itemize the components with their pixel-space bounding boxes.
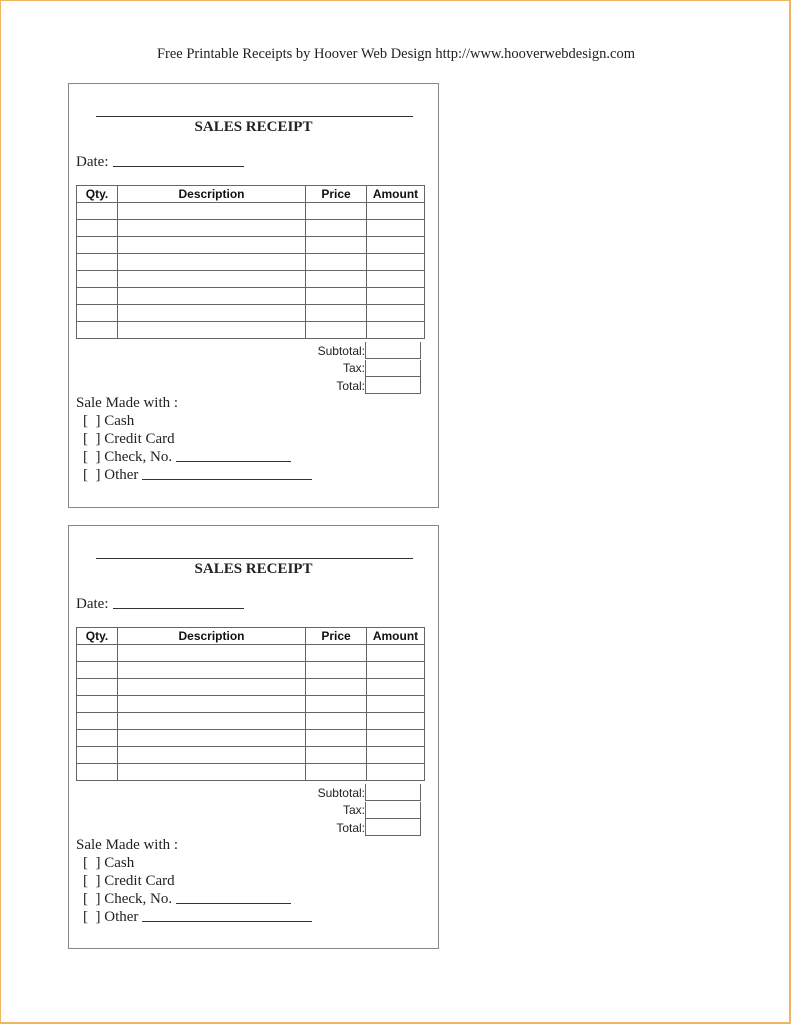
totals-label: Tax: xyxy=(342,803,365,818)
totals-row-tax xyxy=(76,360,421,378)
amount-cell[interactable] xyxy=(367,696,425,713)
price-cell[interactable] xyxy=(306,288,367,305)
price-cell[interactable] xyxy=(306,696,367,713)
description-cell[interactable] xyxy=(118,730,306,747)
qty-cell[interactable] xyxy=(77,237,118,254)
amount-cell[interactable] xyxy=(367,679,425,696)
payment-option-label: [ ] Other xyxy=(83,467,139,483)
payment-method-section xyxy=(76,836,312,926)
table-header-row xyxy=(77,186,425,203)
amount-cell[interactable] xyxy=(367,254,425,271)
description-cell[interactable] xyxy=(118,679,306,696)
table-row xyxy=(77,764,425,781)
payment-option[interactable] xyxy=(76,872,312,890)
price-cell[interactable] xyxy=(306,764,367,781)
description-cell[interactable] xyxy=(118,764,306,781)
table-header-row xyxy=(77,628,425,645)
column-header-amount: Amount xyxy=(367,186,425,203)
business-name-line[interactable] xyxy=(96,116,413,117)
totals-value-box[interactable] xyxy=(365,784,421,801)
other-method-line[interactable] xyxy=(142,467,312,480)
date-label: Date: xyxy=(76,596,109,612)
price-cell[interactable] xyxy=(306,322,367,339)
qty-cell[interactable] xyxy=(77,203,118,220)
column-header-description: Description xyxy=(118,628,306,645)
table-row xyxy=(77,271,425,288)
payment-option-label: [ ] Check, No. xyxy=(83,891,173,907)
column-header-description: Description xyxy=(118,186,306,203)
amount-cell[interactable] xyxy=(367,288,425,305)
qty-cell[interactable] xyxy=(77,696,118,713)
description-cell[interactable] xyxy=(118,662,306,679)
table-row xyxy=(77,254,425,271)
price-cell[interactable] xyxy=(306,203,367,220)
table-row xyxy=(77,747,425,764)
qty-cell[interactable] xyxy=(77,288,118,305)
payment-option-label: [ ] Cash xyxy=(83,855,135,871)
amount-cell[interactable] xyxy=(367,764,425,781)
payment-option-label: [ ] Credit Card xyxy=(83,873,175,889)
totals-value-box[interactable] xyxy=(365,360,421,377)
qty-cell[interactable] xyxy=(77,645,118,662)
description-cell[interactable] xyxy=(118,271,306,288)
check-number-line[interactable] xyxy=(176,449,291,462)
items-table xyxy=(76,185,425,339)
table-row xyxy=(77,645,425,662)
totals-value-box[interactable] xyxy=(365,819,421,836)
amount-cell[interactable] xyxy=(367,305,425,322)
qty-cell[interactable] xyxy=(77,271,118,288)
price-cell[interactable] xyxy=(306,747,367,764)
qty-cell[interactable] xyxy=(77,305,118,322)
amount-cell[interactable] xyxy=(367,203,425,220)
description-cell[interactable] xyxy=(118,305,306,322)
date-input-line[interactable] xyxy=(113,154,244,167)
description-cell[interactable] xyxy=(118,713,306,730)
description-cell[interactable] xyxy=(118,254,306,271)
table-row xyxy=(77,730,425,747)
table-row xyxy=(77,203,425,220)
totals-section xyxy=(76,784,421,837)
payment-option[interactable] xyxy=(76,448,312,466)
column-header-qty: Qty. xyxy=(77,628,118,645)
qty-cell[interactable] xyxy=(77,679,118,696)
description-cell[interactable] xyxy=(118,645,306,662)
page-header: Free Printable Receipts by Hoover Web Design http://www.hooverwebdesign.com xyxy=(156,46,636,62)
column-header-amount: Amount xyxy=(367,628,425,645)
price-cell[interactable] xyxy=(306,305,367,322)
qty-cell[interactable] xyxy=(77,662,118,679)
qty-cell[interactable] xyxy=(77,220,118,237)
date-input-line[interactable] xyxy=(113,596,244,609)
qty-cell[interactable] xyxy=(77,764,118,781)
items-table xyxy=(76,627,425,781)
totals-row-total xyxy=(76,377,421,395)
description-cell[interactable] xyxy=(118,203,306,220)
totals-value-box[interactable] xyxy=(365,802,421,819)
totals-label: Total: xyxy=(336,820,365,835)
table-row xyxy=(77,220,425,237)
amount-cell[interactable] xyxy=(367,713,425,730)
description-cell[interactable] xyxy=(118,696,306,713)
amount-cell[interactable] xyxy=(367,220,425,237)
totals-label: Subtotal: xyxy=(317,343,365,358)
qty-cell[interactable] xyxy=(77,254,118,271)
date-field xyxy=(76,596,244,613)
price-cell[interactable] xyxy=(306,713,367,730)
amount-cell[interactable] xyxy=(367,662,425,679)
date-field xyxy=(76,154,244,171)
table-row xyxy=(77,662,425,679)
payment-option-label: [ ] Cash xyxy=(83,413,135,429)
price-cell[interactable] xyxy=(306,679,367,696)
totals-row-total xyxy=(76,819,421,837)
qty-cell[interactable] xyxy=(77,747,118,764)
column-header-price: Price xyxy=(306,186,367,203)
qty-cell[interactable] xyxy=(77,322,118,339)
description-cell[interactable] xyxy=(118,288,306,305)
totals-value-box[interactable] xyxy=(365,377,421,394)
other-method-line[interactable] xyxy=(142,909,312,922)
table-row xyxy=(77,679,425,696)
amount-cell[interactable] xyxy=(367,271,425,288)
totals-label: Tax: xyxy=(342,361,365,376)
description-cell[interactable] xyxy=(118,237,306,254)
totals-label: Subtotal: xyxy=(317,785,365,800)
amount-cell[interactable] xyxy=(367,730,425,747)
column-header-price: Price xyxy=(306,628,367,645)
table-row xyxy=(77,696,425,713)
payment-option[interactable] xyxy=(76,466,312,484)
payment-option[interactable] xyxy=(76,908,312,926)
sales-receipt xyxy=(68,83,439,508)
date-label: Date: xyxy=(76,154,109,170)
description-cell[interactable] xyxy=(118,220,306,237)
table-row xyxy=(77,713,425,730)
check-number-line[interactable] xyxy=(176,891,291,904)
totals-label: Total: xyxy=(336,378,365,393)
totals-row-tax xyxy=(76,802,421,820)
amount-cell[interactable] xyxy=(367,645,425,662)
column-header-qty: Qty. xyxy=(77,186,118,203)
payment-heading: Sale Made with : xyxy=(76,395,179,411)
totals-value-box[interactable] xyxy=(365,342,421,359)
price-cell[interactable] xyxy=(306,271,367,288)
price-cell[interactable] xyxy=(306,237,367,254)
payment-method-section xyxy=(76,394,312,484)
price-cell[interactable] xyxy=(306,254,367,271)
amount-cell[interactable] xyxy=(367,747,425,764)
payment-option[interactable] xyxy=(76,430,312,448)
payment-option-label: [ ] Other xyxy=(83,909,139,925)
qty-cell[interactable] xyxy=(77,713,118,730)
totals-row-subtotal xyxy=(76,342,421,360)
payment-option[interactable] xyxy=(76,412,312,430)
qty-cell[interactable] xyxy=(77,730,118,747)
business-name-line[interactable] xyxy=(96,558,413,559)
payment-option-label: [ ] Check, No. xyxy=(83,449,173,465)
description-cell[interactable] xyxy=(118,747,306,764)
price-cell[interactable] xyxy=(306,645,367,662)
amount-cell[interactable] xyxy=(367,322,425,339)
totals-section xyxy=(76,342,421,395)
amount-cell[interactable] xyxy=(367,237,425,254)
table-row xyxy=(77,322,425,339)
table-row xyxy=(77,288,425,305)
totals-row-subtotal xyxy=(76,784,421,802)
table-row xyxy=(77,305,425,322)
receipt-title: SALES RECEIPT xyxy=(194,561,313,577)
payment-option[interactable] xyxy=(76,890,312,908)
payment-heading: Sale Made with : xyxy=(76,837,179,853)
description-cell[interactable] xyxy=(118,322,306,339)
payment-option[interactable] xyxy=(76,854,312,872)
price-cell[interactable] xyxy=(306,662,367,679)
table-row xyxy=(77,237,425,254)
sales-receipt xyxy=(68,525,439,949)
payment-option-label: [ ] Credit Card xyxy=(83,431,175,447)
price-cell[interactable] xyxy=(306,220,367,237)
price-cell[interactable] xyxy=(306,730,367,747)
receipt-title: SALES RECEIPT xyxy=(194,119,313,135)
